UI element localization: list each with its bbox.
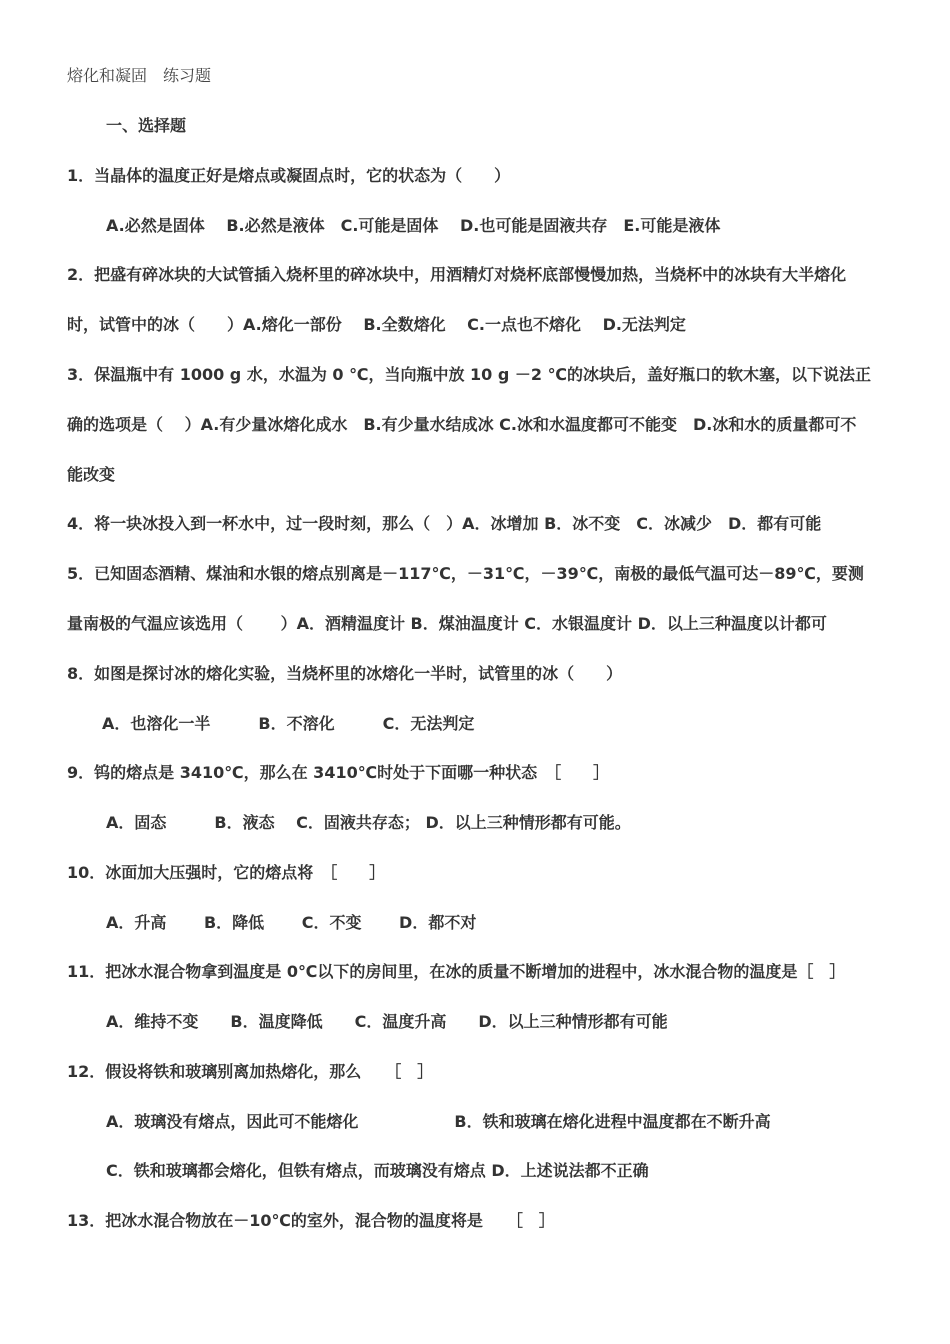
question-5-line-2: 量南极的气温应该选用（ ）A．酒精温度计 B．煤油温度计 C．水银温度计 D．以上三种温度以计都可 <box>67 614 827 633</box>
question-2-line-1: 2．把盛有碎冰块的大试管插入烧杯里的碎冰块中，用酒精灯对烧杯底部慢慢加热，当烧杯中的冰块有大半熔化 <box>67 265 847 284</box>
question-10: 10．冰面加大压强时，它的熔点将 ［ ］ <box>67 863 386 882</box>
question-12-options-ab: A．玻璃没有熔点，因此可不能熔化 B．铁和玻璃在熔化进程中温度都在不断升高 <box>106 1112 771 1131</box>
question-9-options: A．固态 B．液态 C．固液共存态； D．以上三种情形都有可能。 <box>106 813 631 832</box>
question-5-line-1: 5．已知固态酒精、煤油和水银的熔点别离是－117℃，－31℃，－39℃，南极的最低气温可达－89℃，要测 <box>67 564 864 583</box>
question-11: 11．把冰水混合物拿到温度是 0℃以下的房间里，在冰的质量不断增加的进程中，冰水混合物的温度是［ ］ <box>67 962 846 981</box>
question-3-line-3: 能改变 <box>67 465 116 484</box>
question-8-options: A．也溶化一半 B．不溶化 C．无法判定 <box>102 714 475 733</box>
question-3-line-1: 3．保温瓶中有 1000 g 水，水温为 0 ℃，当向瓶中放 10 g －2 ℃的冰块后，盖好瓶口的软木塞，以下说法正 <box>67 365 871 384</box>
question-9: 9．钨的熔点是 3410℃，那么在 3410℃时处于下面哪一种状态 ［ ］ <box>67 763 610 782</box>
question-2-line-2: 时，试管中的冰（ ）A.熔化一部份 B.全数熔化 C.一点也不熔化 D.无法判定 <box>67 315 686 334</box>
question-12: 12．假设将铁和玻璃别离加热熔化，那么 ［ ］ <box>67 1062 434 1081</box>
question-1-options: A.必然是固体 B.必然是液体 C.可能是固体 D.也可能是固液共存 E.可能是液体 <box>106 216 721 235</box>
question-8: 8．如图是探讨冰的熔化实验，当烧杯里的冰熔化一半时，试管里的冰（ ） <box>67 664 623 683</box>
question-13: 13．把冰水混合物放在－10℃的室外，混合物的温度将是 ［ ］ <box>67 1211 555 1230</box>
question-4: 4．将一块冰投入到一杯水中，过一段时刻，那么（ ）A．冰增加 B．冰不变 C．冰减少 D．都有可能 <box>67 514 822 533</box>
document-title: 熔化和凝固 练习题 <box>67 66 212 85</box>
question-11-options: A．维持不变 B．温度降低 C．温度升高 D．以上三种情形都有可能 <box>106 1012 668 1031</box>
question-1: 1．当晶体的温度正好是熔点或凝固点时，它的状态为（ ） <box>67 166 511 185</box>
section-heading: 一、选择题 <box>106 116 187 135</box>
question-12-options-cd: C．铁和玻璃都会熔化，但铁有熔点，而玻璃没有熔点 D．上述说法都不正确 <box>106 1161 649 1180</box>
question-3-line-2: 确的选项是（ ）A.有少量冰熔化成水 B.有少量水结成冰 C.冰和水温度都可不能变 D.冰和水的质量都可不 <box>67 415 857 434</box>
question-10-options: A．升高 B．降低 C．不变 D．都不对 <box>106 913 477 932</box>
